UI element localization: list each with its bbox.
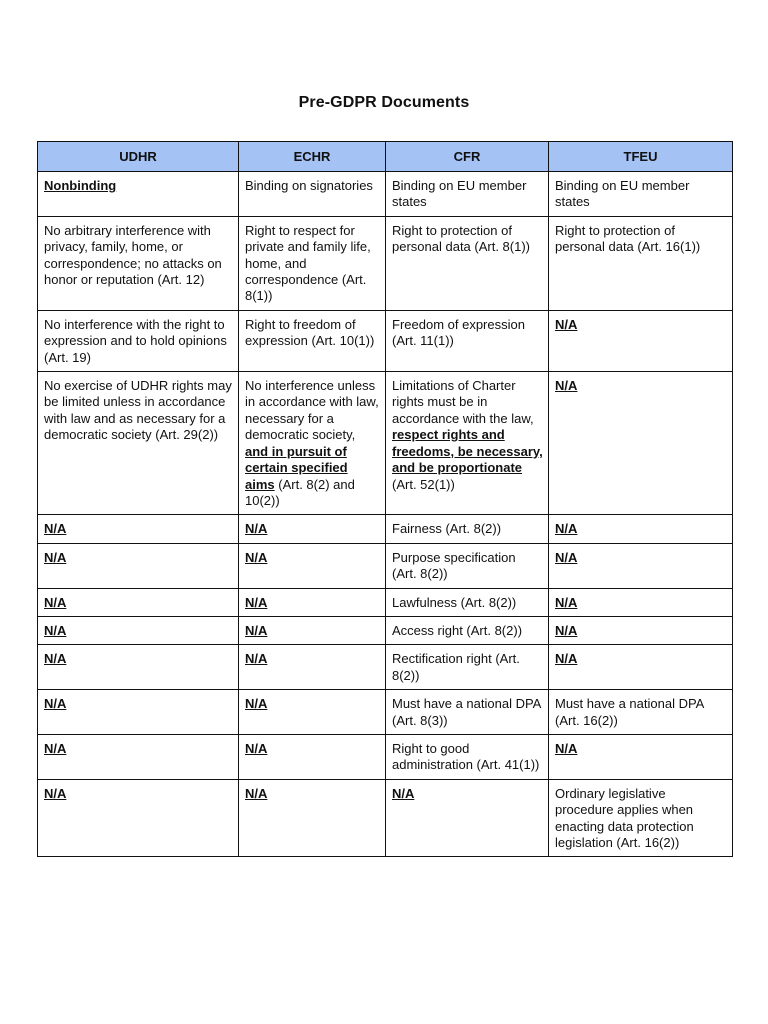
- table-row: [38, 543, 733, 588]
- cell-udhr: [38, 616, 239, 644]
- cell-tfeu: [549, 216, 733, 310]
- cell-cfr: [386, 515, 549, 543]
- cell-echr: [239, 372, 386, 515]
- column-header-udhr: UDHR: [38, 142, 239, 172]
- cell-echr: [239, 645, 386, 690]
- cell-tfeu: [549, 690, 733, 735]
- cell-text: Must have a national DPA (Art. 8(3)): [392, 696, 541, 728]
- table-row: [38, 372, 733, 515]
- cell-echr: [239, 734, 386, 779]
- cell-text: Lawfulness (Art. 8(2)): [392, 594, 517, 610]
- cell-udhr: [38, 645, 239, 690]
- cell-cfr: [386, 734, 549, 779]
- cell-udhr: [38, 588, 239, 616]
- cell-text: Must have a national DPA (Art. 16(2)): [555, 696, 704, 728]
- table-row: [38, 779, 733, 857]
- emphasized-text: Nonbinding: [44, 178, 117, 193]
- emphasized-text: N/A: [245, 785, 268, 801]
- cell-cfr: [386, 372, 549, 515]
- cell-cfr: [386, 779, 549, 857]
- emphasized-text: N/A: [44, 594, 67, 610]
- cell-text: Binding on EU member states: [392, 178, 527, 210]
- cell-udhr: [38, 372, 239, 515]
- emphasized-text: N/A: [245, 549, 268, 565]
- cell-text: (Art. 52(1)): [392, 476, 455, 492]
- emphasized-text: N/A: [44, 549, 67, 565]
- emphasized-text: N/A: [245, 696, 268, 712]
- emphasized-text: N/A: [245, 622, 268, 638]
- column-header-cfr: CFR: [386, 142, 549, 172]
- emphasized-text: N/A: [44, 740, 67, 756]
- emphasized-text: N/A: [555, 521, 578, 537]
- table-row: [38, 616, 733, 644]
- emphasized-text: N/A: [44, 785, 67, 801]
- cell-tfeu: [549, 734, 733, 779]
- cell-text: (Art. 8(2) and 10(2)): [245, 476, 355, 508]
- comparison-table: [37, 141, 733, 857]
- cell-cfr: [386, 690, 549, 735]
- cell-text: Purpose specification (Art. 8(2)): [392, 549, 516, 582]
- emphasized-text: N/A: [245, 740, 268, 756]
- cell-text: No exercise of UDHR rights may be limited unless in accordance with law and as necessary for a democratic society (Art. 29(2)): [44, 378, 232, 443]
- cell-udhr: [38, 216, 239, 310]
- table-row: [38, 690, 733, 735]
- cell-tfeu: [549, 645, 733, 690]
- cell-text: Limitations of Charter rights must be in accordance with the law,: [392, 378, 534, 426]
- cell-echr: [239, 310, 386, 371]
- cell-tfeu: [549, 779, 733, 857]
- emphasized-text: N/A: [555, 740, 578, 756]
- cell-tfeu: [549, 616, 733, 644]
- cell-text: Right to good administration (Art. 41(1)): [392, 740, 540, 773]
- cell-cfr: [386, 172, 549, 217]
- cell-text: No interference with the right to expression and to hold opinions (Art. 19): [44, 316, 227, 365]
- cell-cfr: [386, 543, 549, 588]
- emphasized-text: N/A: [245, 521, 268, 537]
- cell-echr: [239, 690, 386, 735]
- emphasized-text: and in pursuit of certain specified aims: [245, 443, 348, 492]
- table-row: [38, 734, 733, 779]
- emphasized-text: N/A: [555, 549, 578, 565]
- table-row: [38, 645, 733, 690]
- emphasized-text: N/A: [44, 696, 67, 712]
- emphasized-text: N/A: [555, 594, 578, 610]
- cell-udhr: [38, 310, 239, 371]
- cell-tfeu: [549, 588, 733, 616]
- cell-echr: [239, 588, 386, 616]
- cell-cfr: [386, 616, 549, 644]
- emphasized-text: N/A: [245, 594, 268, 610]
- cell-cfr: [386, 588, 549, 616]
- cell-text: Fairness (Art. 8(2)): [392, 521, 502, 537]
- cell-text: Freedom of expression (Art. 11(1)): [392, 316, 525, 349]
- table-body: [38, 172, 733, 857]
- cell-cfr: [386, 310, 549, 371]
- page-title: Pre-GDPR Documents: [298, 94, 470, 111]
- cell-tfeu: [549, 515, 733, 543]
- cell-udhr: [38, 172, 239, 217]
- emphasized-text: respect rights and freedoms, be necessary, and be proportionate: [392, 427, 543, 476]
- cell-echr: [239, 216, 386, 310]
- cell-udhr: [38, 690, 239, 735]
- cell-udhr: [38, 543, 239, 588]
- cell-echr: [239, 616, 386, 644]
- cell-tfeu: [549, 310, 733, 371]
- table-row: [38, 216, 733, 310]
- cell-text: Binding on EU member states: [555, 178, 690, 210]
- table-row: [38, 310, 733, 371]
- cell-text: No interference unless in accordance with law, necessary for a democratic society,: [245, 378, 379, 443]
- cell-text: Ordinary legislative procedure applies when enacting data protection legislation (Art. 16(2)): [555, 785, 694, 850]
- cell-text: Right to freedom of expression (Art. 10(1)): [245, 316, 375, 349]
- cell-echr: [239, 515, 386, 543]
- cell-udhr: [38, 515, 239, 543]
- emphasized-text: N/A: [392, 785, 415, 801]
- emphasized-text: N/A: [44, 622, 67, 638]
- cell-udhr: [38, 734, 239, 779]
- emphasized-text: N/A: [245, 651, 268, 667]
- column-header-tfeu: TFEU: [549, 142, 733, 172]
- table-row: [38, 172, 733, 217]
- cell-text: Right to protection of personal data (Art. 8(1)): [392, 222, 531, 255]
- cell-tfeu: [549, 372, 733, 515]
- emphasized-text: N/A: [555, 651, 578, 667]
- cell-cfr: [386, 645, 549, 690]
- cell-cfr: [386, 216, 549, 310]
- cell-text: Access right (Art. 8(2)): [392, 622, 523, 638]
- column-header-echr: ECHR: [239, 142, 386, 172]
- cell-text: Binding on signatories: [245, 178, 373, 193]
- cell-echr: [239, 172, 386, 217]
- emphasized-text: N/A: [555, 316, 578, 332]
- emphasized-text: N/A: [555, 622, 578, 638]
- cell-udhr: [38, 779, 239, 857]
- cell-text: Right to protection of personal data (Art. 16(1)): [555, 222, 701, 255]
- cell-echr: [239, 543, 386, 588]
- table-row: [38, 515, 733, 543]
- table-row: [38, 588, 733, 616]
- cell-text: Right to respect for private and family life, home, and correspondence (Art. 8(1)): [245, 222, 371, 304]
- cell-echr: [239, 779, 386, 857]
- cell-tfeu: [549, 543, 733, 588]
- emphasized-text: N/A: [44, 521, 67, 537]
- header-row: [38, 142, 733, 172]
- emphasized-text: N/A: [44, 651, 67, 667]
- cell-text: No arbitrary interference with privacy, family, home, or correspondence; no attacks on honor or reputation (Art. 12): [44, 222, 222, 288]
- cell-tfeu: [549, 172, 733, 217]
- emphasized-text: N/A: [555, 378, 578, 394]
- cell-text: Rectification right (Art. 8(2)): [392, 651, 520, 683]
